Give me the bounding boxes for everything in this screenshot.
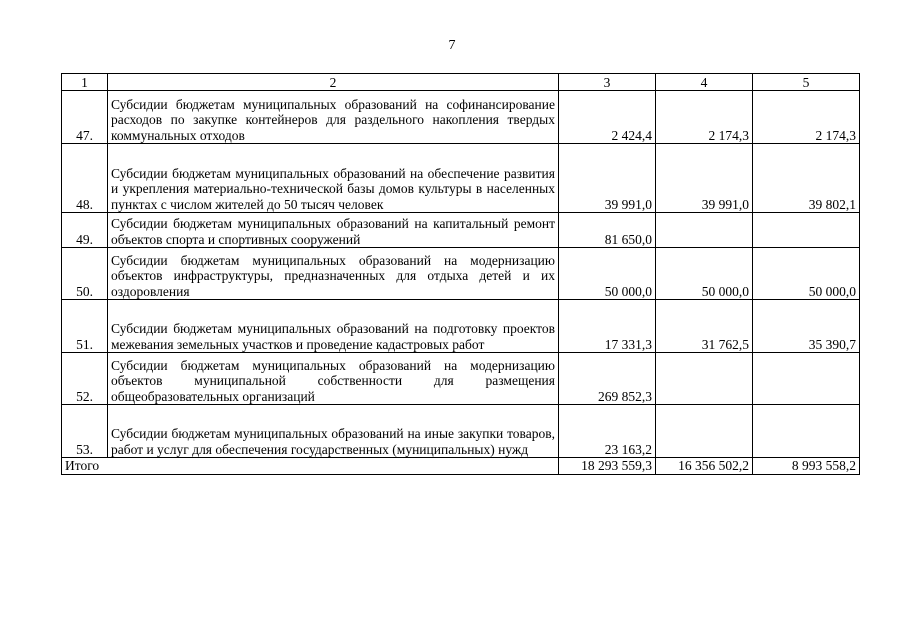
row-description: Субсидии бюджетам муниципальных образований на модернизацию объектов муниципальной собственности для размещения общеобразовательных организаций (108, 353, 559, 405)
row-value-col4: 50 000,0 (656, 248, 753, 300)
header-cell-4: 4 (656, 74, 753, 91)
row-number: 47. (62, 91, 108, 144)
row-value-col5 (753, 353, 860, 405)
row-value-col3: 39 991,0 (559, 144, 656, 213)
row-number: 48. (62, 144, 108, 213)
table-row (62, 353, 860, 405)
header-cell-5: 5 (753, 74, 860, 91)
row-value-col5: 50 000,0 (753, 248, 860, 300)
row-value-col5: 2 174,3 (753, 91, 860, 144)
total-row (62, 458, 860, 475)
row-description: Субсидии бюджетам муниципальных образований на подготовку проектов межевания земельных участков и проведение кадастровых работ (108, 300, 559, 353)
row-value-col3: 269 852,3 (559, 353, 656, 405)
row-description: Субсидии бюджетам муниципальных образований на модернизацию объектов инфраструктуры, предназначенных для отдыха детей и их оздоровления (108, 248, 559, 300)
row-value-col4: 2 174,3 (656, 91, 753, 144)
row-value-col5: 39 802,1 (753, 144, 860, 213)
row-description: Субсидии бюджетам муниципальных образований на иные закупки товаров, работ и услуг для обеспечения государственных (муниципальных) нужд (108, 405, 559, 458)
table-row (62, 144, 860, 213)
row-value-col3: 2 424,4 (559, 91, 656, 144)
row-description: Субсидии бюджетам муниципальных образований на капитальный ремонт объектов спорта и спортивных сооружений (108, 213, 559, 248)
table-header-row (62, 74, 860, 91)
header-cell-1: 1 (62, 74, 108, 91)
total-value-col5: 8 993 558,2 (753, 458, 860, 475)
header-cell-2: 2 (108, 74, 559, 91)
table-row (62, 91, 860, 144)
table-row (62, 248, 860, 300)
row-value-col3: 23 163,2 (559, 405, 656, 458)
row-value-col3: 81 650,0 (559, 213, 656, 248)
row-number: 53. (62, 405, 108, 458)
row-value-col4 (656, 353, 753, 405)
page-number: 7 (448, 38, 456, 53)
row-value-col3: 17 331,3 (559, 300, 656, 353)
row-number: 49. (62, 213, 108, 248)
row-value-col5 (753, 405, 860, 458)
table-row (62, 405, 860, 458)
budget-table (61, 73, 860, 475)
row-number: 50. (62, 248, 108, 300)
row-number: 52. (62, 353, 108, 405)
row-value-col3: 50 000,0 (559, 248, 656, 300)
row-value-col4 (656, 405, 753, 458)
total-label: Итого (62, 458, 559, 475)
header-cell-3: 3 (559, 74, 656, 91)
row-number: 51. (62, 300, 108, 353)
table-row (62, 213, 860, 248)
total-value-col4: 16 356 502,2 (656, 458, 753, 475)
row-description: Субсидии бюджетам муниципальных образований на софинансирование расходов по закупке контейнеров для раздельного накопления твердых коммунальных отходов (108, 91, 559, 144)
row-value-col4: 39 991,0 (656, 144, 753, 213)
table-row (62, 300, 860, 353)
total-value-col3: 18 293 559,3 (559, 458, 656, 475)
row-value-col5: 35 390,7 (753, 300, 860, 353)
row-value-col4 (656, 213, 753, 248)
row-value-col4: 31 762,5 (656, 300, 753, 353)
row-description: Субсидии бюджетам муниципальных образований на обеспечение развития и укрепления материально-технической базы домов культуры в населенных пунктах с числом жителей до 50 тысяч человек (108, 144, 559, 213)
row-value-col5 (753, 213, 860, 248)
